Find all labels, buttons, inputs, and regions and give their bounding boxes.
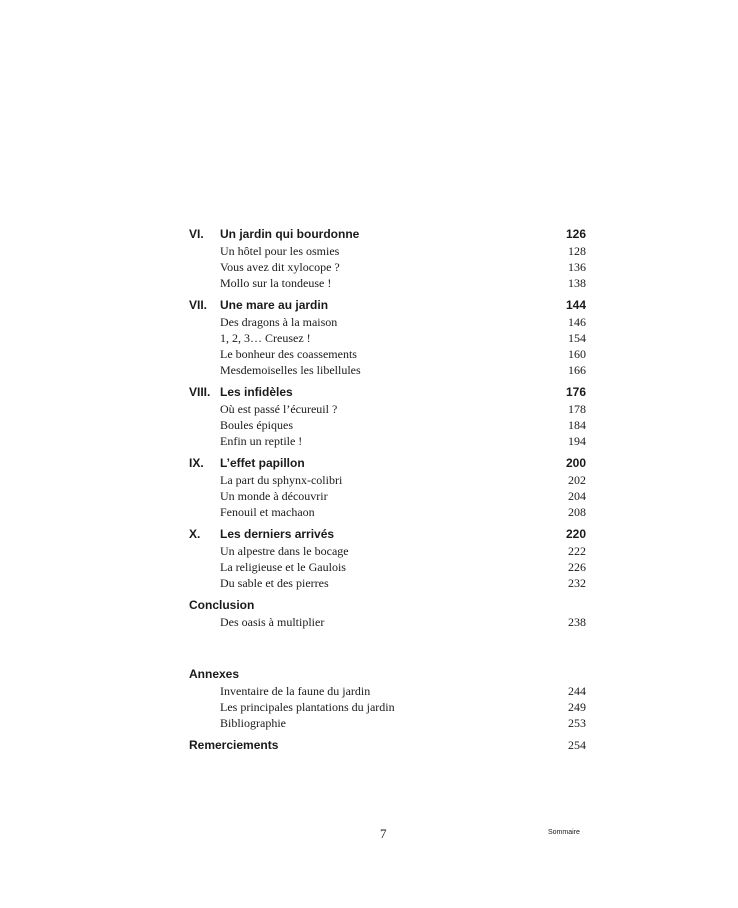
chapter-viii [189,385,586,450]
chapter-heading [189,298,586,315]
toc-entry [189,700,586,716]
entry-page: 226 [568,560,586,574]
chapter-ix [189,456,586,521]
entry-page: 178 [568,402,586,416]
entry-page: 160 [568,347,586,361]
toc-entry [189,473,586,489]
toc-entry [189,716,586,732]
entry-page: 238 [568,615,586,629]
chapter-title: Un jardin qui bourdonne [220,227,360,241]
entry-title: Les principales plantations du jardin [220,700,395,714]
chapter-number: IX. [189,456,204,470]
chapter-page: 220 [565,527,586,541]
entry-title: Fenouil et machaon [220,505,315,519]
section-title: Remerciements [189,738,279,752]
table-of-contents [189,227,586,761]
entry-page: 253 [568,716,586,730]
chapter-title: Les infidèles [220,385,293,399]
entry-page: 146 [568,315,586,329]
remerciements-section [189,738,586,755]
section-heading [189,598,586,615]
entry-title: Mollo sur la tondeuse ! [220,276,332,290]
toc-entry [189,315,586,331]
toc-entry [189,331,586,347]
toc-entry [189,489,586,505]
chapter-number: X. [189,527,201,541]
entry-title: La part du sphynx-colibri [220,473,343,487]
section-heading [189,738,586,755]
chapter-x [189,527,586,592]
entry-title: Boules épiques [220,418,293,432]
toc-entry [189,434,586,450]
entry-title: Vous avez dit xylocope ? [220,260,340,274]
section-heading [189,667,586,684]
chapter-heading [189,456,586,473]
chapter-vi [189,227,586,292]
chapter-heading [189,527,586,544]
chapter-heading [189,227,586,244]
chapter-number: VI. [189,227,204,241]
entry-title: Le bonheur des coassements [220,347,357,361]
entry-page: 204 [568,489,586,503]
chapter-title: L’effet papillon [220,456,305,470]
toc-entry [189,276,586,292]
entry-title: Mesdemoiselles les libellules [220,363,361,377]
toc-entry [189,363,586,379]
entry-page: 194 [568,434,586,448]
entry-page: 138 [568,276,586,290]
chapter-title: Une mare au jardin [220,298,329,312]
chapter-number: VII. [189,298,208,312]
entry-title: Où est passé l’écureuil ? [220,402,338,416]
entry-title: Un alpestre dans le bocage [220,544,349,558]
entry-page: 222 [568,544,586,558]
chapter-vii [189,298,586,379]
chapter-page: 176 [565,385,586,399]
entry-page: 202 [568,473,586,487]
section-title: Conclusion [189,598,255,612]
entry-title: Des oasis à multiplier [220,615,325,629]
toc-entry [189,684,586,700]
entry-page: 249 [568,700,586,714]
toc-entry [189,560,586,576]
entry-page: 184 [568,418,586,432]
entry-page: 166 [568,363,586,377]
entry-page: 208 [568,505,586,519]
entry-title: 1, 2, 3… Creusez ! [220,331,311,345]
folio-number: 7 [380,826,387,841]
chapter-number: VIII. [189,385,211,399]
chapter-heading [189,385,586,402]
toc-entry [189,244,586,260]
toc-entry [189,260,586,276]
chapter-page: 144 [565,298,586,312]
toc-entry [189,544,586,560]
entry-page: 128 [568,244,586,258]
chapter-page: 200 [565,456,586,470]
toc-entry [189,505,586,521]
entry-page: 244 [568,684,586,698]
chapter-page: 126 [565,227,586,241]
entry-title: La religieuse et le Gaulois [220,560,346,574]
entry-page: 232 [568,576,586,590]
chapter-title: Les derniers arrivés [220,527,335,541]
toc-entry [189,576,586,592]
running-footer-label: Sommaire [548,829,580,836]
toc-entry [189,615,586,631]
toc-entry [189,347,586,363]
entry-title: Un monde à découvrir [220,489,328,503]
annexes-section [189,667,586,732]
toc-entry [189,402,586,418]
entry-title: Un hôtel pour les osmies [220,244,340,258]
section-title: Annexes [189,667,240,681]
section-page: 254 [568,738,586,752]
conclusion-section [189,598,586,631]
toc-entry [189,418,586,434]
entry-page: 136 [568,260,586,274]
entry-title: Inventaire de la faune du jardin [220,684,371,698]
entry-title: Bibliographie [220,716,286,730]
entry-title: Du sable et des pierres [220,576,329,590]
entry-page: 154 [568,331,586,345]
entry-title: Enfin un reptile ! [220,434,303,448]
entry-title: Des dragons à la maison [220,315,338,329]
